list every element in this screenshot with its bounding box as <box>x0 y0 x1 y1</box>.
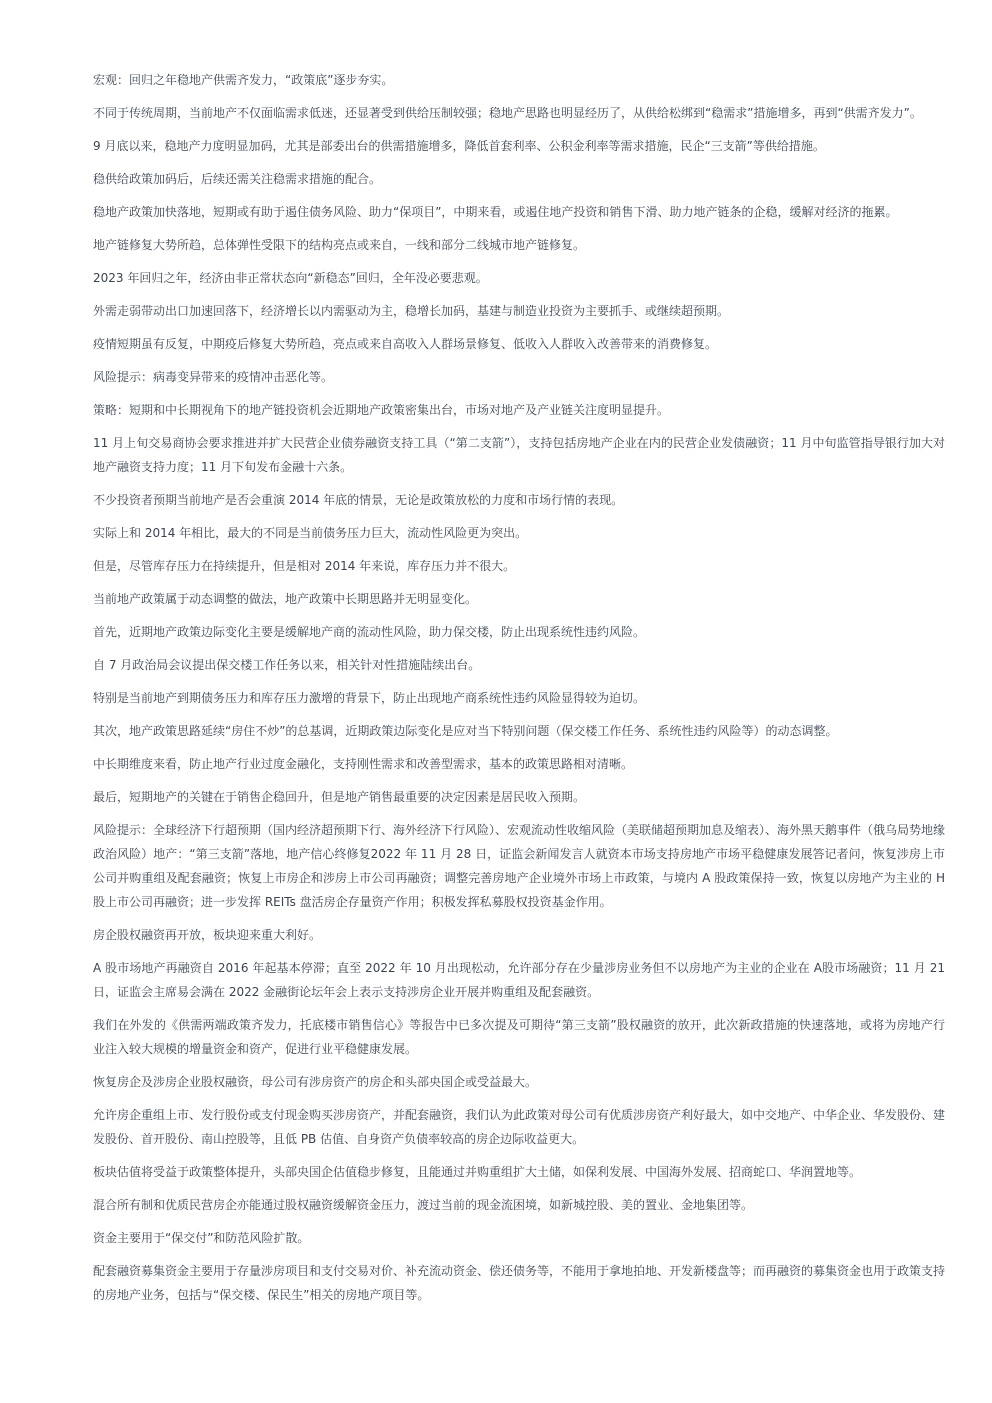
paragraph: 配套融资募集资金主要用于存量涉房项目和支付交易对价、补充流动资金、偿还债务等，不能用于拿地拍地、开发新楼盘等；而再融资的募集资金也用于政策支持的房地产业务，包括与“保交楼、保民生”相关的房地产项目等。 <box>93 1264 946 1302</box>
paragraph: 外需走弱带动出口加速回落下，经济增长以内需驱动为主，稳增长加码，基建与制造业投资为主要抓手、或继续超预期。 <box>93 304 730 318</box>
paragraph: 混合所有制和优质民营房企亦能通过股权融资缓解资金压力，渡过当前的现金流困境，如新城控股、美的置业、金地集团等。 <box>93 1198 754 1212</box>
paragraph: 首先，近期地产政策边际变化主要是缓解地产商的流动性风险，助力保交楼，防止出现系统性违约风险。 <box>93 625 646 639</box>
paragraph: 我们在外发的《供需两端政策齐发力，托底楼市销售信心》等报告中已多次提及可期待“第三支箭”股权融资的放开，此次新政措施的快速落地，或将为房地产行业注入较大规模的增量资金和资产，促进行业平稳健康发展。 <box>93 1018 945 1056</box>
paragraph: 稳地产政策加快落地，短期或有助于遏住债务风险、助力“保项目”，中期来看，或遏住地产投资和销售下滑、助力地产链条的企稳，缓解对经济的拖累。 <box>93 205 898 219</box>
paragraph: 当前地产政策属于动态调整的做法，地产政策中长期思路并无明显变化。 <box>93 592 478 606</box>
paragraph: 最后，短期地产的关键在于销售企稳回升，但是地产销售最重要的决定因素是居民收入预期。 <box>93 790 586 804</box>
paragraph: 疫情短期虽有反复，中期疫后修复大势所趋，亮点或来自高收入人群场景修复、低收入人群收入改善带来的消费修复。 <box>93 337 718 351</box>
paragraph: 自 7 月政治局会议提出保交楼工作任务以来，相关针对性措施陆续出台。 <box>93 658 481 672</box>
paragraph: 风险提示：全球经济下行超预期（国内经济超预期下行、海外经济下行风险）、宏观流动性收缩风险（美联储超预期加息及缩表）、海外黑天鹅事件（俄乌局势地缘政治风险）地产：“第三支箭”落地，地产信心终修复2022 年 11 月 28 日，证监会新闻发言人就资本市场支持房地产市场平稳健康发展答记者问，恢复涉房上市公司并购重组及配套融资；恢复上市房企和涉房上市公司再融资；调整完善房地产企业境外市场上市政策，与境内 A 股政策保持一致，恢复以房地产为主业的 H股上市公司再融资；进一步发挥 REITs 盘活房企存量资产作用；积极发挥私募股权投资基金作用。 <box>93 823 946 909</box>
paragraph: 恢复房企及涉房企业股权融资，母公司有涉房资产的房企和头部央国企或受益最大。 <box>93 1075 538 1089</box>
paragraph: 其次，地产政策思路延续“房住不炒”的总基调，近期政策边际变化是应对当下特别问题（保交楼工作任务、系统性违约风险等）的动态调整。 <box>93 724 838 738</box>
paragraph: 11 月上旬交易商协会要求推进并扩大民营企业债券融资支持工具（“第二支箭”），支持包括房地产企业在内的民营企业发债融资；11 月中旬监管指导银行加大对地产融资支持力度；11 月下旬发布金融十六条。 <box>93 436 945 474</box>
paragraph: 板块估值将受益于政策整体提升，头部央国企估值稳步修复，且能通过并购重组扩大土储，如保利发展、中国海外发展、招商蛇口、华润置地等。 <box>93 1165 862 1179</box>
paragraph: 但是，尽管库存压力在持续提升，但是相对 2014 年来说，库存压力并不很大。 <box>93 559 516 573</box>
paragraph: 资金主要用于“保交付”和防范风险扩散。 <box>93 1231 310 1245</box>
paragraph: 不同于传统周期，当前地产不仅面临需求低迷，还显著受到供给压制较强；稳地产思路也明显经历了，从供给松绑到“稳需求”措施增多，再到“供需齐发力”。 <box>93 106 922 120</box>
paragraph: 房企股权融资再开放，板块迎来重大利好。 <box>93 928 322 942</box>
paragraph: 宏观：回归之年稳地产供需齐发力，“政策底”逐步夯实。 <box>93 73 394 87</box>
paragraph: 地产链修复大势所趋，总体弹性受限下的结构亮点或来自，一线和部分二线城市地产链修复。 <box>93 238 586 252</box>
paragraph: 特别是当前地产到期债务压力和库存压力激增的背景下，防止出现地产商系统性违约风险显得较为迫切。 <box>93 691 646 705</box>
paragraph: 中长期维度来看，防止地产行业过度金融化，支持刚性需求和改善型需求，基本的政策思路相对清晰。 <box>93 757 634 771</box>
paragraph: 允许房企重组上市、发行股份或支付现金购买涉房资产，并配套融资，我们认为此政策对母公司有优质涉房资产利好最大，如中交地产、中华企业、华发股份、建发股份、首开股份、南山控股等，且低 PB 估值、自身资产负债率较高的房企边际收益更大。 <box>93 1108 946 1146</box>
paragraph: A 股市场地产再融资自 2016 年起基本停滞；直至 2022 年 10 月出现松动，允许部分存在少量涉房业务但不以房地产为主业的企业在 A股市场融资；11 月 21 日，证监会主席易会满在 2022 金融街论坛年会上表示支持涉房企业开展并购重组及配套融资。 <box>93 961 945 999</box>
document-body <box>93 68 945 1316</box>
paragraph: 9 月底以来，稳地产力度明显加码，尤其是部委出台的供需措施增多，降低首套利率、公积金利率等需求措施，民企“三支箭”等供给措施。 <box>93 139 825 153</box>
paragraph: 2023 年回归之年，经济由非正常状态向“新稳态”回归，全年没必要悲观。 <box>93 271 488 285</box>
paragraph: 稳供给政策加码后，后续还需关注稳需求措施的配合。 <box>93 172 382 186</box>
paragraph: 实际上和 2014 年相比，最大的不同是当前债务压力巨大，流动性风险更为突出。 <box>93 526 528 540</box>
paragraph: 不少投资者预期当前地产是否会重演 2014 年底的情景，无论是政策放松的力度和市场行情的表现。 <box>93 493 624 507</box>
paragraph: 策略：短期和中长期视角下的地产链投资机会近期地产政策密集出台，市场对地产及产业链关注度明显提升。 <box>93 403 670 417</box>
paragraph: 风险提示：病毒变异带来的疫情冲击恶化等。 <box>93 370 334 384</box>
